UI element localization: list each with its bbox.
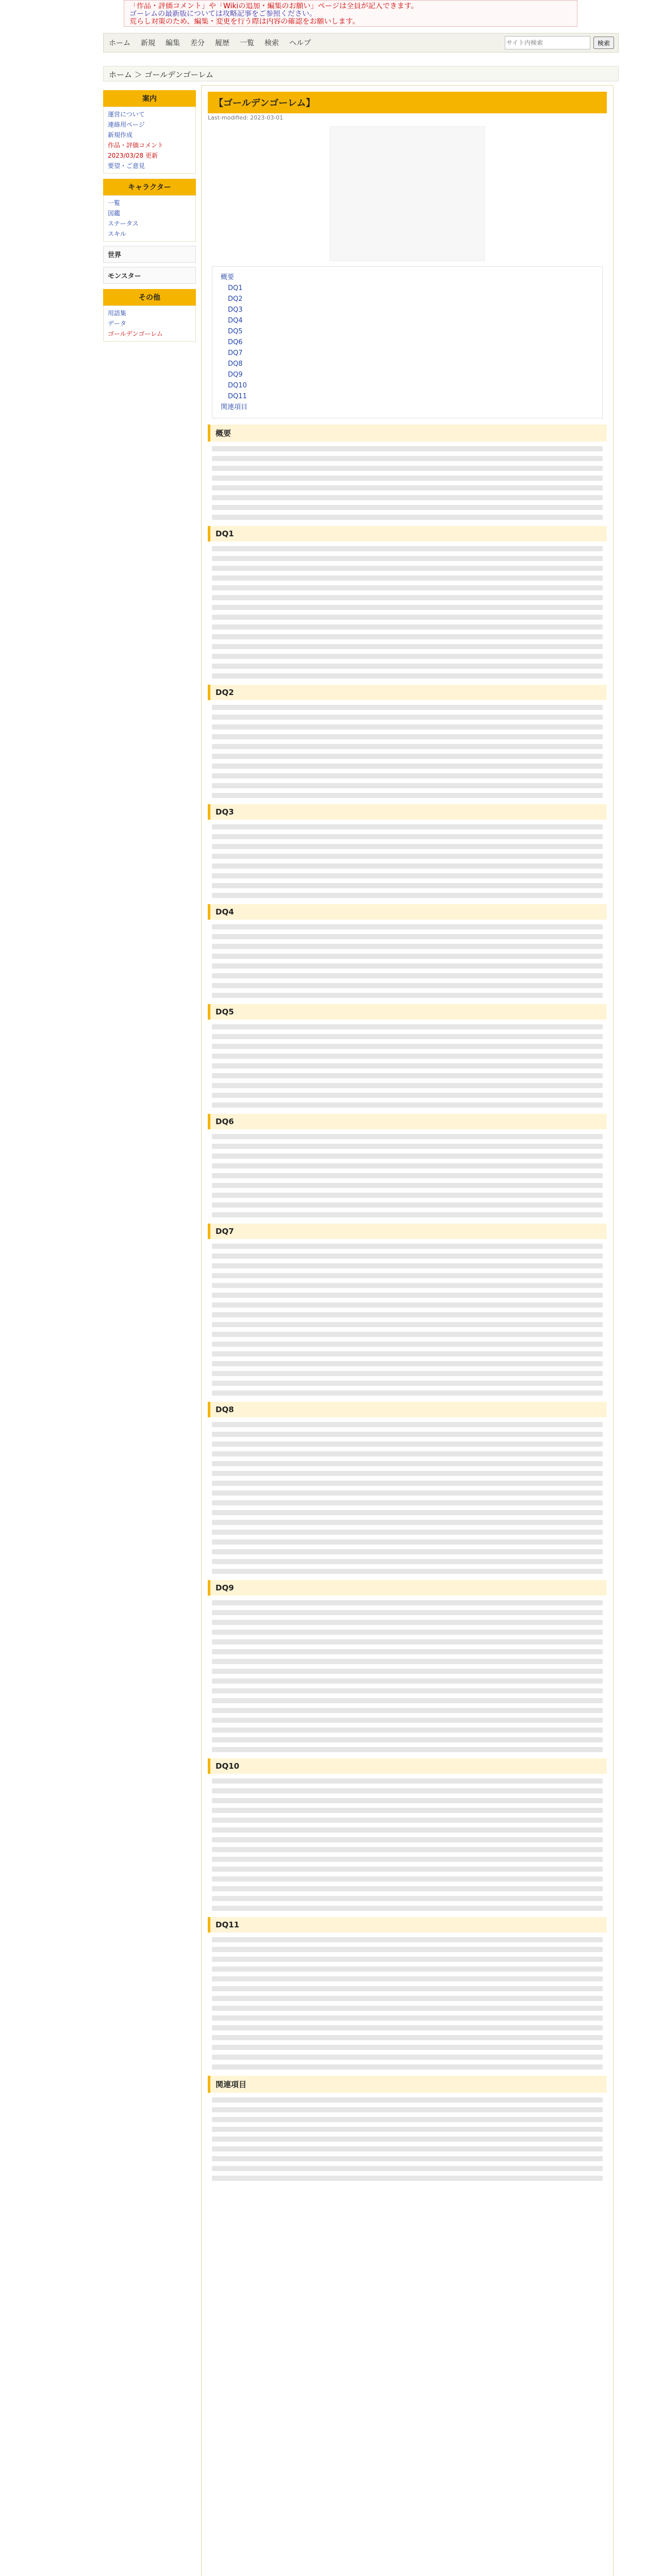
- notice-line-1: 「作品・評価コメント」や「Wikiの追加・編集のお願い」ページは全員が記入できます。: [129, 3, 419, 10]
- last-modified: Last-modified: 2023-03-01: [208, 114, 284, 121]
- sidebar-list-guide: [103, 107, 196, 174]
- tool-new[interactable]: 新規: [141, 39, 155, 47]
- section-body: [212, 446, 603, 520]
- toc-item[interactable]: DQ4: [228, 317, 243, 325]
- section-heading: DQ11: [208, 1917, 607, 1933]
- section-heading: DQ4: [208, 904, 607, 920]
- toc-item[interactable]: DQ9: [228, 371, 243, 379]
- sidebar-head-other: その他: [103, 289, 196, 306]
- section-body: [212, 1778, 603, 1911]
- toc-item[interactable]: 概要: [221, 274, 235, 281]
- search-input[interactable]: [505, 36, 590, 49]
- sidebar-item[interactable]: ゴールデンゴーレム: [108, 330, 163, 337]
- search-button[interactable]: 検索: [593, 37, 614, 49]
- sidebar-item[interactable]: 2023/03/28 更新: [108, 152, 158, 159]
- section: [208, 1114, 607, 1217]
- section-body: [212, 705, 603, 798]
- sidebar-head-character: キャラクター: [103, 179, 196, 195]
- section-heading: DQ7: [208, 1224, 607, 1239]
- section: [208, 1580, 607, 1752]
- section-body: [212, 1937, 603, 2070]
- section: [208, 804, 607, 898]
- sidebar-item[interactable]: 作品・評価コメント: [108, 142, 164, 149]
- section-heading: DQ2: [208, 685, 607, 700]
- search-area: [505, 36, 618, 49]
- toc-item[interactable]: DQ3: [228, 306, 243, 314]
- section: [208, 1917, 607, 2070]
- section: [208, 425, 607, 520]
- section-heading: DQ1: [208, 526, 607, 541]
- section: [208, 1224, 607, 1396]
- section-body: [212, 824, 603, 898]
- sidebar-item[interactable]: 連絡用ページ: [108, 121, 145, 128]
- ad-placeholder: [329, 126, 485, 261]
- toc-item[interactable]: DQ7: [228, 349, 243, 357]
- section-heading: DQ10: [208, 1758, 607, 1774]
- toc-item[interactable]: DQ11: [228, 393, 247, 400]
- tool-history[interactable]: 履歴: [215, 39, 229, 47]
- table-of-contents: [212, 266, 603, 418]
- section-heading: DQ9: [208, 1580, 607, 1596]
- sidebar-item[interactable]: 一覧: [108, 199, 121, 207]
- sidebar-section-monster[interactable]: モンスター: [103, 267, 196, 284]
- toc-item[interactable]: 関連項目: [221, 403, 248, 411]
- tool-edit[interactable]: 編集: [166, 39, 180, 47]
- sidebar-section-world[interactable]: 世界: [103, 246, 196, 263]
- sidebar-head-guide: 案内: [103, 90, 196, 107]
- site-notice: [124, 0, 577, 27]
- section-heading: DQ5: [208, 1004, 607, 1020]
- main-content: [201, 85, 614, 2576]
- toc-item[interactable]: DQ8: [228, 360, 243, 368]
- section-heading: DQ3: [208, 804, 607, 820]
- breadcrumb[interactable]: ホーム ＞ ゴールデンゴーレム: [103, 66, 619, 81]
- page-title: 【ゴールデンゴーレム】: [208, 92, 607, 113]
- sidebar-item[interactable]: 図鑑: [108, 210, 121, 217]
- tool-search[interactable]: 検索: [264, 39, 279, 47]
- top-toolbar: [103, 33, 619, 53]
- section: [208, 1758, 607, 1911]
- tool-diff[interactable]: 差分: [190, 39, 205, 47]
- sidebar: [103, 85, 196, 342]
- section-body: [212, 1244, 603, 1396]
- sidebar-list-other: [103, 306, 196, 342]
- section-body: [212, 924, 603, 998]
- toc-item[interactable]: DQ5: [228, 328, 243, 335]
- section: [208, 526, 607, 679]
- sidebar-item[interactable]: 要望・ご意見: [108, 162, 145, 170]
- section-heading: DQ8: [208, 1402, 607, 1417]
- section-heading: 概要: [208, 425, 607, 442]
- toc-item[interactable]: DQ10: [228, 382, 247, 389]
- section-body: [212, 2097, 603, 2181]
- sidebar-item[interactable]: データ: [108, 320, 127, 327]
- section: [208, 685, 607, 798]
- toc-item[interactable]: DQ1: [228, 284, 243, 292]
- tool-home[interactable]: ホーム: [109, 39, 130, 47]
- sidebar-item[interactable]: スキル: [108, 230, 126, 238]
- sidebar-item[interactable]: 運営について: [108, 111, 145, 118]
- section: [208, 1004, 607, 1108]
- section: [208, 2076, 607, 2181]
- section-heading: 関連項目: [208, 2076, 607, 2093]
- toc-item[interactable]: DQ2: [228, 295, 243, 303]
- notice-line-3: 荒らし対策のため、編集・変更を行う際は内容の確認をお願いします。: [129, 18, 360, 26]
- toc-item[interactable]: DQ6: [228, 338, 243, 346]
- sidebar-item[interactable]: ステータス: [108, 220, 139, 227]
- section-body: [212, 1422, 603, 1574]
- sidebar-list-character: [103, 195, 196, 242]
- sidebar-item[interactable]: 新規作成: [108, 131, 133, 139]
- section-body: [212, 1024, 603, 1108]
- tool-help[interactable]: ヘルプ: [289, 39, 311, 47]
- sidebar-item[interactable]: 用語集: [108, 310, 127, 317]
- section-heading: DQ6: [208, 1114, 607, 1129]
- section-body: [212, 1600, 603, 1752]
- tool-list[interactable]: 一覧: [240, 39, 254, 47]
- section: [208, 1402, 607, 1574]
- section-body: [212, 546, 603, 679]
- section: [208, 904, 607, 998]
- notice-line-2[interactable]: ゴーレムの最新版については攻略記事をご参照ください。: [129, 10, 317, 18]
- section-body: [212, 1134, 603, 1217]
